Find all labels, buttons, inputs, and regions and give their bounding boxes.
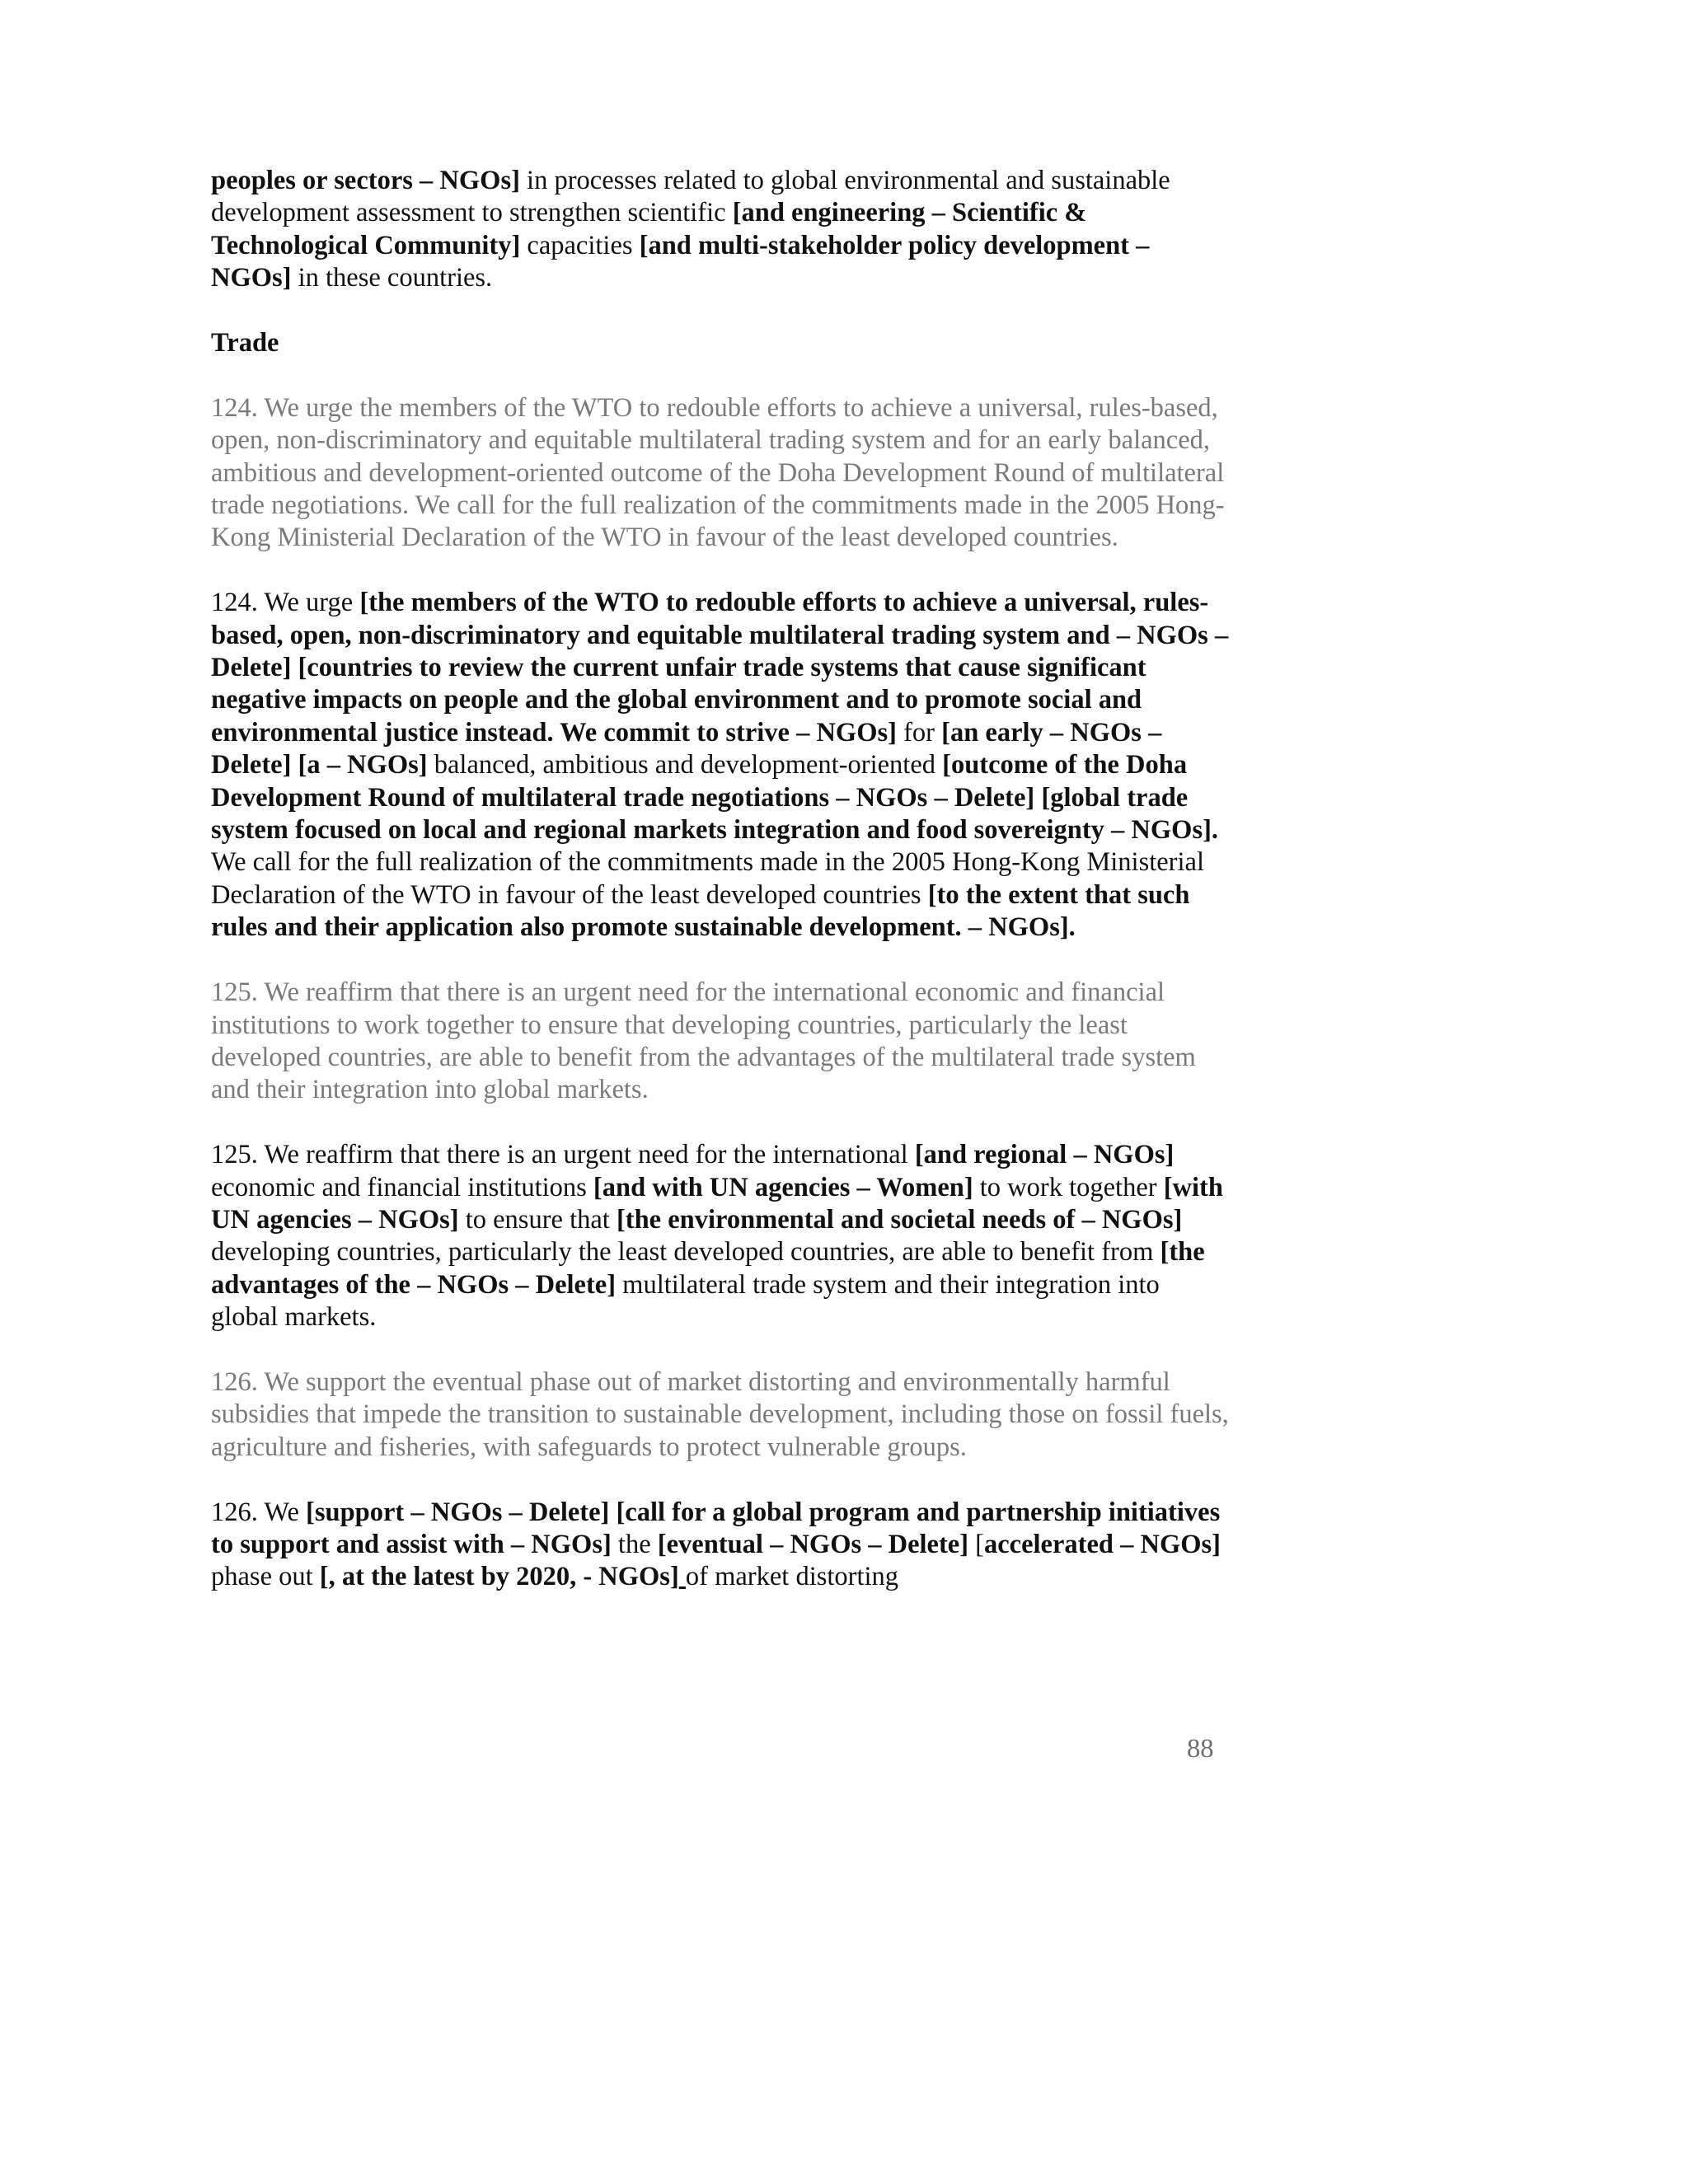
body-text: 125. We reaffirm that there is an urgent need for the international	[211, 1140, 915, 1170]
amendment-text: [the advantages of the – NGOs – Delete]	[211, 1237, 1205, 1300]
amendment-text: [and regional – NGOs]	[914, 1140, 1175, 1170]
body-text: capacities	[520, 230, 640, 260]
body-text: economic and financial institutions	[211, 1172, 593, 1202]
paragraph-125-original: 125. We reaffirm that there is an urgent need for the international economic and financial institutions to work together to ensure that developing countries, particularly the least developed countries, are able to benefit from the advantages of the multilateral trade system and their integration into global markets.	[211, 977, 1196, 1105]
amendment-text: [and engineering – Scientific & Technological Community]	[211, 198, 1087, 260]
amendment-text: [the members of the WTO to redouble efforts to achieve a universal, rules-based, open, non-discriminatory and equitable multilateral trading system and – NGOs – Delete] [countries to review the current unfair trade systems that cause significant negative impacts on people and the global environment and to promote social and environmental justice instead. We commit to strive – NGOs]	[211, 588, 1229, 748]
amendment-text: accelerated – NGOs]	[984, 1529, 1221, 1559]
body-text: We call for the full realization of the commitments made in the 2005 Hong-Kong Ministerial Declaration of the WTO in favour of the least developed countries	[211, 847, 1204, 910]
paragraph-125-amended	[211, 1139, 1233, 1333]
paragraph-124-original: 124. We urge the members of the WTO to redouble efforts to achieve a universal, rules-based, open, non-discriminatory and equitable multilateral trading system and for an early balanced, ambitious and development-oriented outcome of the Doha Development Round of multilateral trade negotiations. We call for the full realization of the commitments made in the 2005 Hong-Kong Ministerial Declaration of the WTO in favour of the least developed countries.	[211, 392, 1225, 553]
body-text: balanced, ambitious and development-oriented	[427, 750, 943, 780]
amendment-text: [and multi-stakeholder policy development – NGOs]	[211, 230, 1150, 293]
amendment-text: [with UN agencies – NGOs]	[211, 1172, 1223, 1235]
document-page	[211, 165, 1233, 1626]
paragraph-124-amended	[211, 587, 1233, 944]
amendment-text: [eventual – NGOs – Delete]	[657, 1529, 969, 1559]
body-text: to ensure that	[458, 1204, 617, 1235]
section-heading-trade: Trade	[211, 328, 279, 359]
body-text: for	[896, 717, 942, 748]
body-text: developing countries, particularly the least developed countries, are able to benefit from	[211, 1237, 1160, 1268]
underlined-space	[679, 1562, 686, 1591]
paragraph-126-original: 126. We support the eventual phase out of market distorting and environmentally harmful subsidies that impede the transition to sustainable development, including those on fossil fuels, agriculture and fisheries, with safeguards to protect vulnerable groups.	[211, 1366, 1229, 1462]
body-text: multilateral trade system and their integration into global markets.	[211, 1269, 1160, 1333]
body-text: to work together	[973, 1172, 1164, 1202]
body-text: [	[968, 1529, 984, 1559]
body-text: phase out	[211, 1562, 320, 1592]
body-text: in these countries.	[291, 263, 493, 293]
page-number: 88	[1187, 1734, 1214, 1764]
amendment-text: [, at the latest by 2020, - NGOs]	[319, 1562, 679, 1592]
body-text: of market distorting	[685, 1562, 899, 1592]
body-text: 126. We	[211, 1497, 307, 1527]
body-text: the	[611, 1529, 658, 1559]
amendment-text: [support – NGOs – Delete] [call for a global program and partnership initiatives to support and assist with – NGOs]	[211, 1497, 1221, 1559]
body-text: in processes related to global environmental and sustainable development assessment to strengthen scientific	[211, 166, 1170, 228]
amendment-text: peoples or sectors – NGOs]	[211, 166, 520, 195]
amendment-text: [outcome of the Doha Development Round of multilateral trade negotiations – NGOs – Delete] [global trade system focused on local and regional markets integration and food sovereignty – NGOs].	[211, 750, 1219, 846]
amendment-text: [to the extent that such rules and their application also promote sustainable development. – NGOs].	[211, 879, 1190, 943]
amendment-text: [and with UN agencies – Women]	[593, 1172, 973, 1202]
amendment-text: [an early – NGOs – Delete] [a – NGOs]	[211, 717, 1162, 780]
paragraph-intro	[211, 165, 1233, 295]
paragraph-126-amended	[211, 1497, 1233, 1594]
amendment-text: [the environmental and societal needs of – NGOs]	[616, 1204, 1183, 1235]
body-text: 124. We urge	[211, 588, 360, 618]
